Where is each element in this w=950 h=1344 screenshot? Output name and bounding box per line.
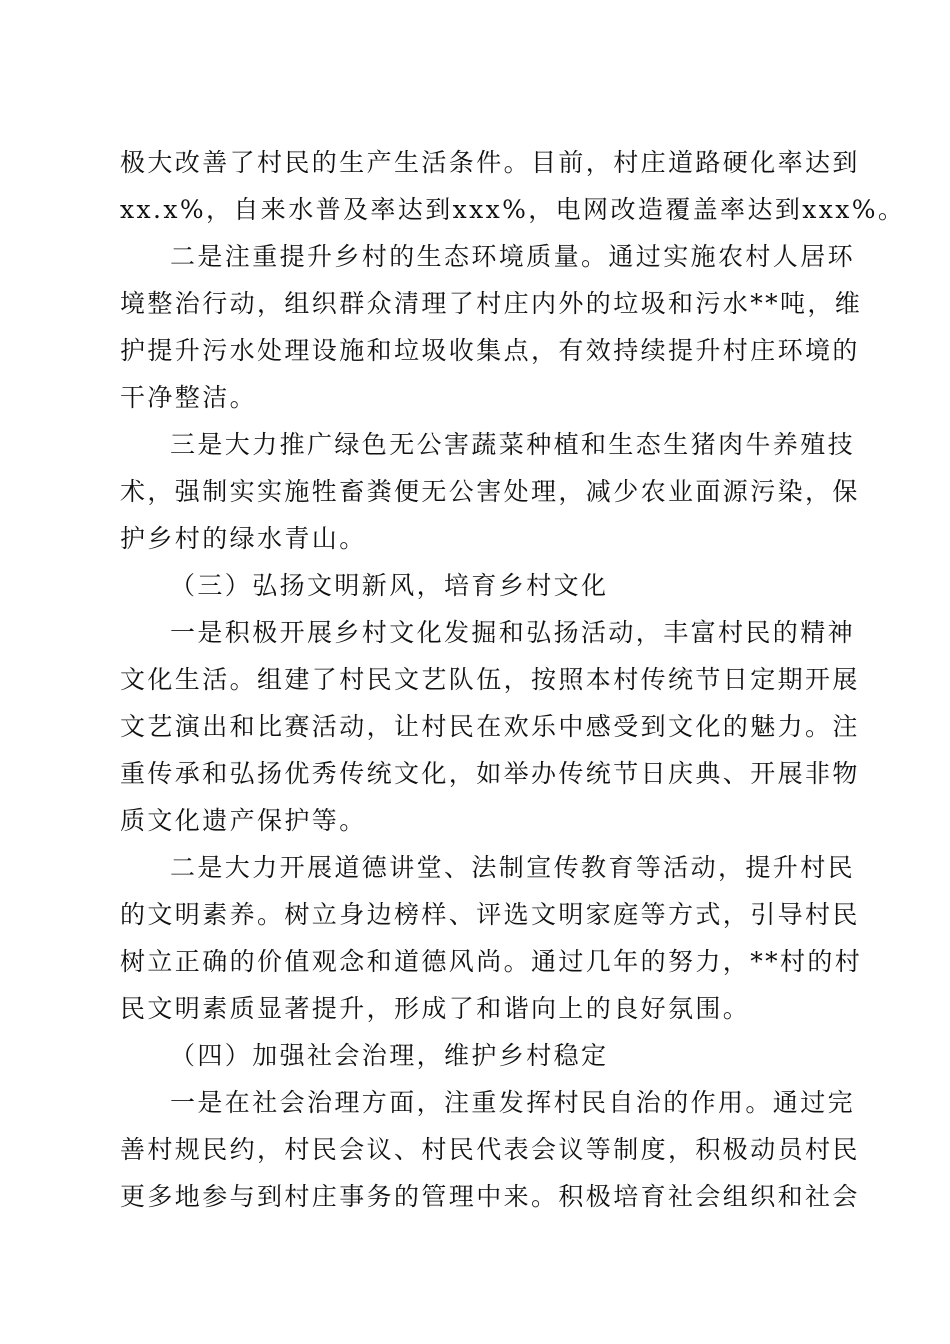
text-line: 善村规民约，村民会议、村民代表会议等制度，积极动员村民 <box>120 1135 860 1164</box>
text-line: 文化生活。组建了村民文艺队伍，按照本村传统节日定期开展 <box>120 665 860 694</box>
text-line: 民文明素质显著提升，形成了和谐向上的良好氛围。 <box>120 994 751 1023</box>
text-line: 质文化遗产保护等。 <box>120 806 367 835</box>
section-heading: （三）弘扬文明新风，培育乡村文化 <box>170 571 609 600</box>
paragraph-start: 一是积极开展乡村文化发掘和弘扬活动，丰富村民的精神 <box>170 618 856 647</box>
text-line: 树立正确的价值观念和道德风尚。通过几年的努力，**村的村 <box>120 947 863 976</box>
text-line: 极大改善了村民的生产生活条件。目前，村庄道路硬化率达到 <box>120 148 860 177</box>
text-line: 干净整洁。 <box>120 383 258 412</box>
paragraph-start: 一是在社会治理方面，注重发挥村民自治的作用。通过完 <box>170 1088 856 1117</box>
text-line: 护乡村的绿水青山。 <box>120 524 367 553</box>
paragraph-start: 三是大力推广绿色无公害蔬菜种植和生态生猪肉牛养殖技 <box>170 430 856 459</box>
paragraph-start: 二是大力开展道德讲堂、法制宣传教育等活动，提升村民 <box>170 853 856 882</box>
text-line: xx.x%，自来水普及率达到xxx%，电网改造覆盖率达到xxx%。 <box>120 195 906 224</box>
text-line: 文艺演出和比赛活动，让村民在欢乐中感受到文化的魅力。注 <box>120 712 860 741</box>
text-line: 重传承和弘扬优秀传统文化，如举办传统节日庆典、开展非物 <box>120 759 860 788</box>
text-line: 更多地参与到村庄事务的管理中来。积极培育社会组织和社会 <box>120 1182 860 1211</box>
paragraph-start: 二是注重提升乡村的生态环境质量。通过实施农村人居环 <box>170 242 856 271</box>
text-line: 的文明素养。树立身边榜样、评选文明家庭等方式，引导村民 <box>120 900 860 929</box>
text-line: 术，强制实实施牲畜粪便无公害处理，减少农业面源污染，保 <box>120 477 860 506</box>
text-line: 境整治行动，组织群众清理了村庄内外的垃圾和污水**吨，维 <box>120 289 863 318</box>
section-heading: （四）加强社会治理，维护乡村稳定 <box>170 1041 609 1070</box>
text-line: 护提升污水处理设施和垃圾收集点，有效持续提升村庄环境的 <box>120 336 860 365</box>
